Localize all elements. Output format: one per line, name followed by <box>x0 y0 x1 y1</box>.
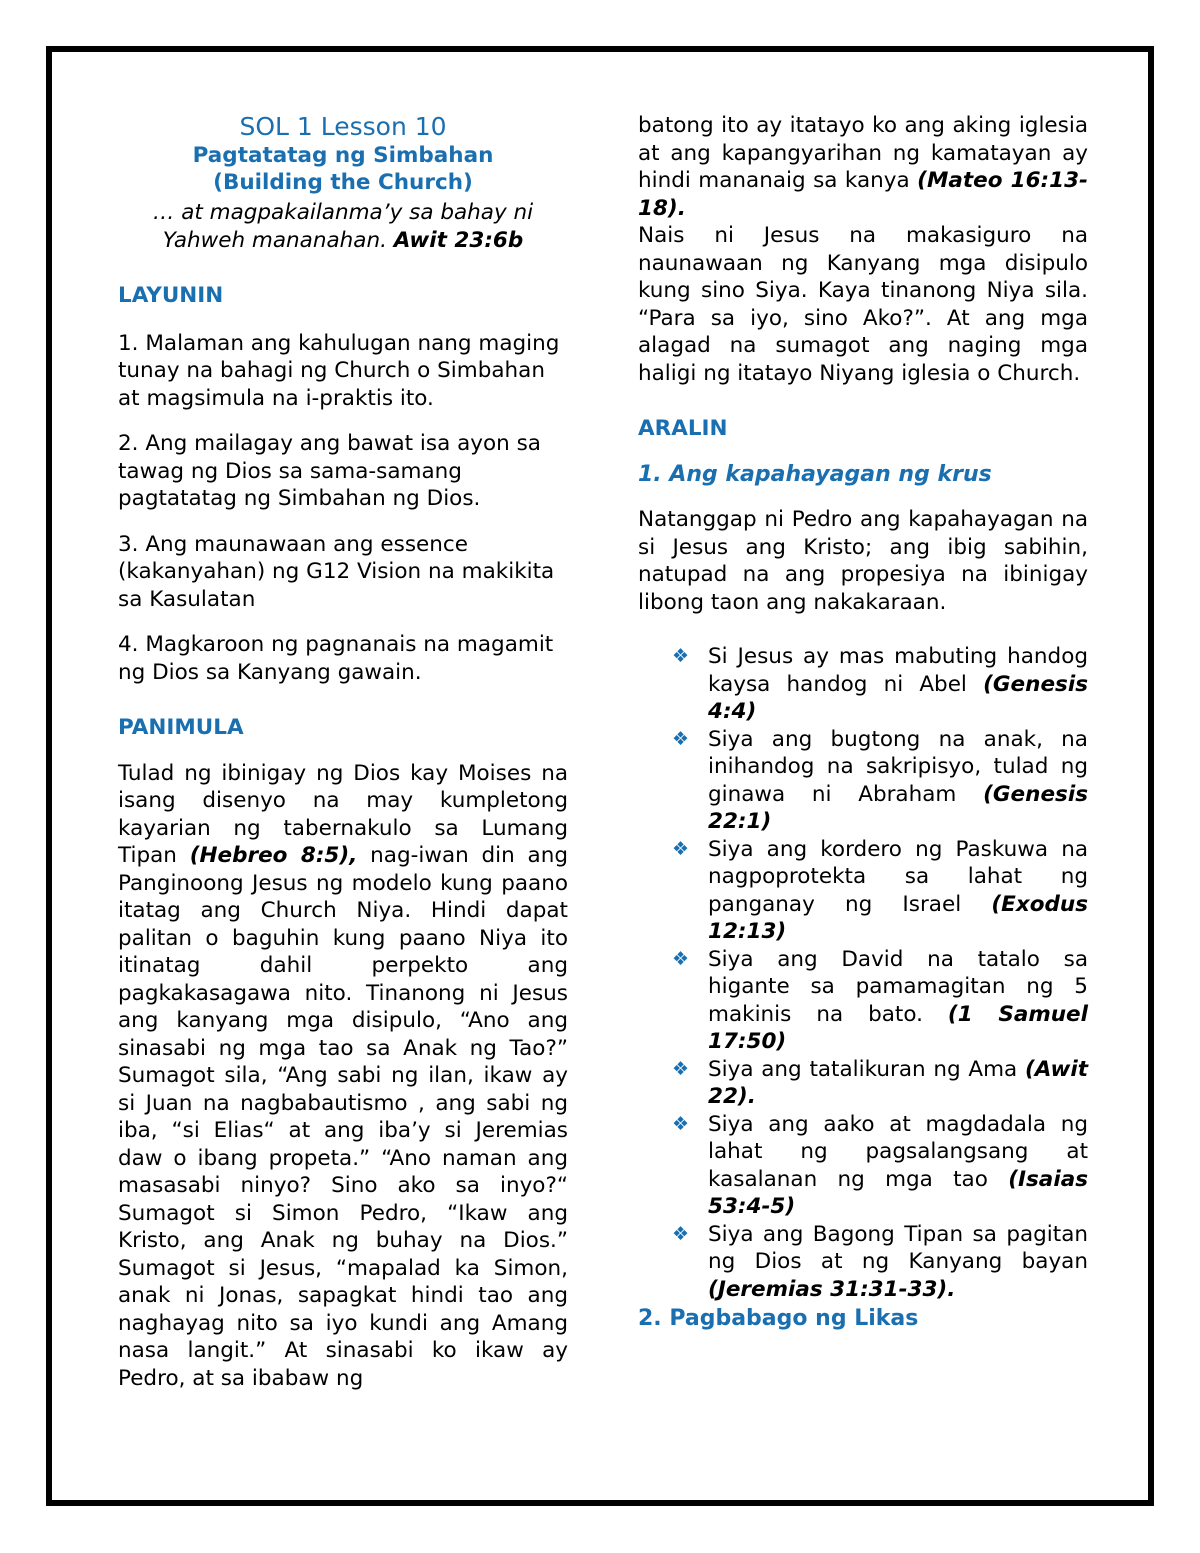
diamond-bullet-icon: ❖ <box>672 1222 690 1245</box>
prophecy-text: Siya ang David na tatalo sa higante sa pamamagitan ng 5 makinis na bato. <box>708 946 1088 1027</box>
aralin-heading: ARALIN <box>638 416 728 441</box>
objective-item: 1. Malaman ang kahulugan nang maging tunay na bahagi ng Church o Simbahan at magsimula na i-praktis ito. <box>118 330 560 411</box>
prophecy-list-item <box>672 946 1088 1056</box>
diamond-bullet-icon: ❖ <box>672 645 690 667</box>
prophecy-list-item <box>672 836 1088 946</box>
objective-item: 2. Ang mailagay ang bawat isa ayon sa tawag ng Dios sa sama-samang pagtatatag ng Simbahan ng Dios. <box>118 431 541 511</box>
diamond-bullet-icon: ❖ <box>672 1057 690 1080</box>
panimula-continuation <box>638 112 1088 222</box>
panimula-heading: PANIMULA <box>118 715 244 740</box>
left-column <box>118 112 568 1392</box>
lesson-header <box>118 112 568 254</box>
scripture-reference: (Isaias 53:4-5) <box>708 1166 1088 1219</box>
section-1-text: Natanggap ni Pedro ang kapahayagan na si Jesus ang Kristo; ang ibig sabihin, natupad na ang propesiya na ibinigay libong taon ang nakakaraan. <box>638 507 1088 615</box>
verse-text: … at magpakailanma’y sa bahay ni Yahweh mananahan. <box>152 200 534 253</box>
layunin-heading: LAYUNIN <box>118 283 224 308</box>
prophecy-text: Siya ang tatalikuran ng Ama <box>708 1056 1025 1082</box>
lesson-subtitle-english: (Building the Church) <box>213 170 473 195</box>
prophecy-list-item <box>672 726 1088 836</box>
panimula-paragraph: Nais ni Jesus na makasiguro na naunawaan ng Kanyang mga disipulo kung sino Siya. Kaya tinanong Niya sila. “Para sa iyo, sino Ako?”. At ang mga alagad na sumagot ang naging mga haligi ng itatayo Niyang iglesia o Church. <box>638 223 1088 386</box>
prophecy-list-item <box>672 1056 1088 1111</box>
panimula-text: Tulad ng ibinigay ng Dios kay Moises na isang disenyo na may kumpletong kayarian ng tabernakulo sa Lumang Tipan <box>118 760 568 868</box>
prophecy-list <box>638 643 1088 1303</box>
diamond-bullet-icon: ❖ <box>672 727 690 750</box>
objective-item: 4. Magkaroon ng pagnanais na magamit ng Dios sa Kanyang gawain. <box>118 632 554 685</box>
diamond-bullet-icon: ❖ <box>672 837 690 860</box>
punctuation: . <box>677 195 686 221</box>
punctuation: . <box>947 1276 956 1302</box>
panimula-text: batong ito ay itatayo ko ang aking iglesia at ang kapangyarihan ng kamatayan ay hindi mananaig sa kanya <box>638 113 1088 193</box>
objective-item: 3. Ang maunawaan ang essence (kakanyahan) ng G12 Vision na makikita sa Kasulatan <box>118 531 555 612</box>
section-1-title: 1. Ang kapahayagan ng krus <box>638 461 992 487</box>
scripture-reference: (Genesis 4:4) <box>708 671 1088 724</box>
prophecy-text: Siya ang bugtong na anak, na inihandog na sakripisyo, tulad ng ginawa ni Abraham <box>708 726 1088 807</box>
prophecy-text: Siya ang kordero ng Paskuwa na nagpoprotekta sa lahat ng panganay ng Israel <box>708 836 1088 917</box>
prophecy-list-item <box>672 1221 1088 1304</box>
prophecy-list-item <box>672 643 1088 726</box>
lesson-subtitle-tagalog: Pagtatatag ng Simbahan <box>192 143 494 168</box>
scripture-reference: (Awit 22) <box>708 1056 1088 1109</box>
scripture-reference: (Mateo 16:13-18) <box>638 168 1088 221</box>
lesson-title: SOL 1 Lesson 10 <box>239 112 447 141</box>
scripture-reference: (Exodus 12:13) <box>708 891 1088 944</box>
scripture-reference: (Hebreo 8:5), <box>189 843 358 868</box>
prophecy-text: Siya ang Bagong Tipan sa pagitan ng Dios at ng Kanyang bayan <box>708 1221 1088 1274</box>
prophecy-list-item <box>672 1111 1088 1221</box>
punctuation: . <box>747 1084 756 1109</box>
panimula-paragraph <box>118 760 568 1393</box>
scripture-reference: (Jeremias 31:31-33) <box>708 1276 948 1302</box>
right-column <box>638 112 1088 1333</box>
diamond-bullet-icon: ❖ <box>672 1112 690 1135</box>
verse-reference: Awit 23:6b <box>393 227 524 253</box>
scripture-reference: (Genesis 22:1) <box>708 781 1088 834</box>
section-2-title: 2. Pagbabago ng Likas <box>638 1306 919 1331</box>
diamond-bullet-icon: ❖ <box>672 947 690 970</box>
panimula-text: nag-iwan din ang Panginoong Jesus ng modelo kung paano itatag ang Church Niya. Hindi dapat palitan o baguhin kung paano Niya ito itinatag dahil perpekto ang pagkakasagawa nito. Tinanong ni Jesus ang kanyang mga disipulo, “Ano ang sinasabi ng mga tao sa Anak ng Tao?” Sumagot sila, “Ang sabi ng ilan, ikaw ay si Juan na nagbabautismo , ang sabi ng iba, “si Elias“ at ang iba’y si Jeremias daw o ibang propeta.” “Ano naman ang masasabi ninyo? Sino ako sa inyo?“ Sumagot si Simon Pedro, “Ikaw ang Kristo, ang Anak ng buhay na Dios.” Sumagot si Jesus, “mapalad ka Simon, anak ni Jonas, sapagkat hindi tao ang naghayag nito sa iyo kundi ang Amang nasa langit.” At sinasabi ko ikaw ay Pedro, at sa ibabaw ng <box>118 843 569 1391</box>
scripture-reference: (1 Samuel 17:50) <box>708 1001 1088 1054</box>
prophecy-text: Si Jesus ay mas mabuting handog kaysa handog ni Abel <box>708 644 1088 697</box>
prophecy-text: Siya ang aako at magdadala ng lahat ng pagsalangsang at kasalanan ng mga tao <box>708 1111 1088 1192</box>
lesson-verse <box>118 199 568 254</box>
